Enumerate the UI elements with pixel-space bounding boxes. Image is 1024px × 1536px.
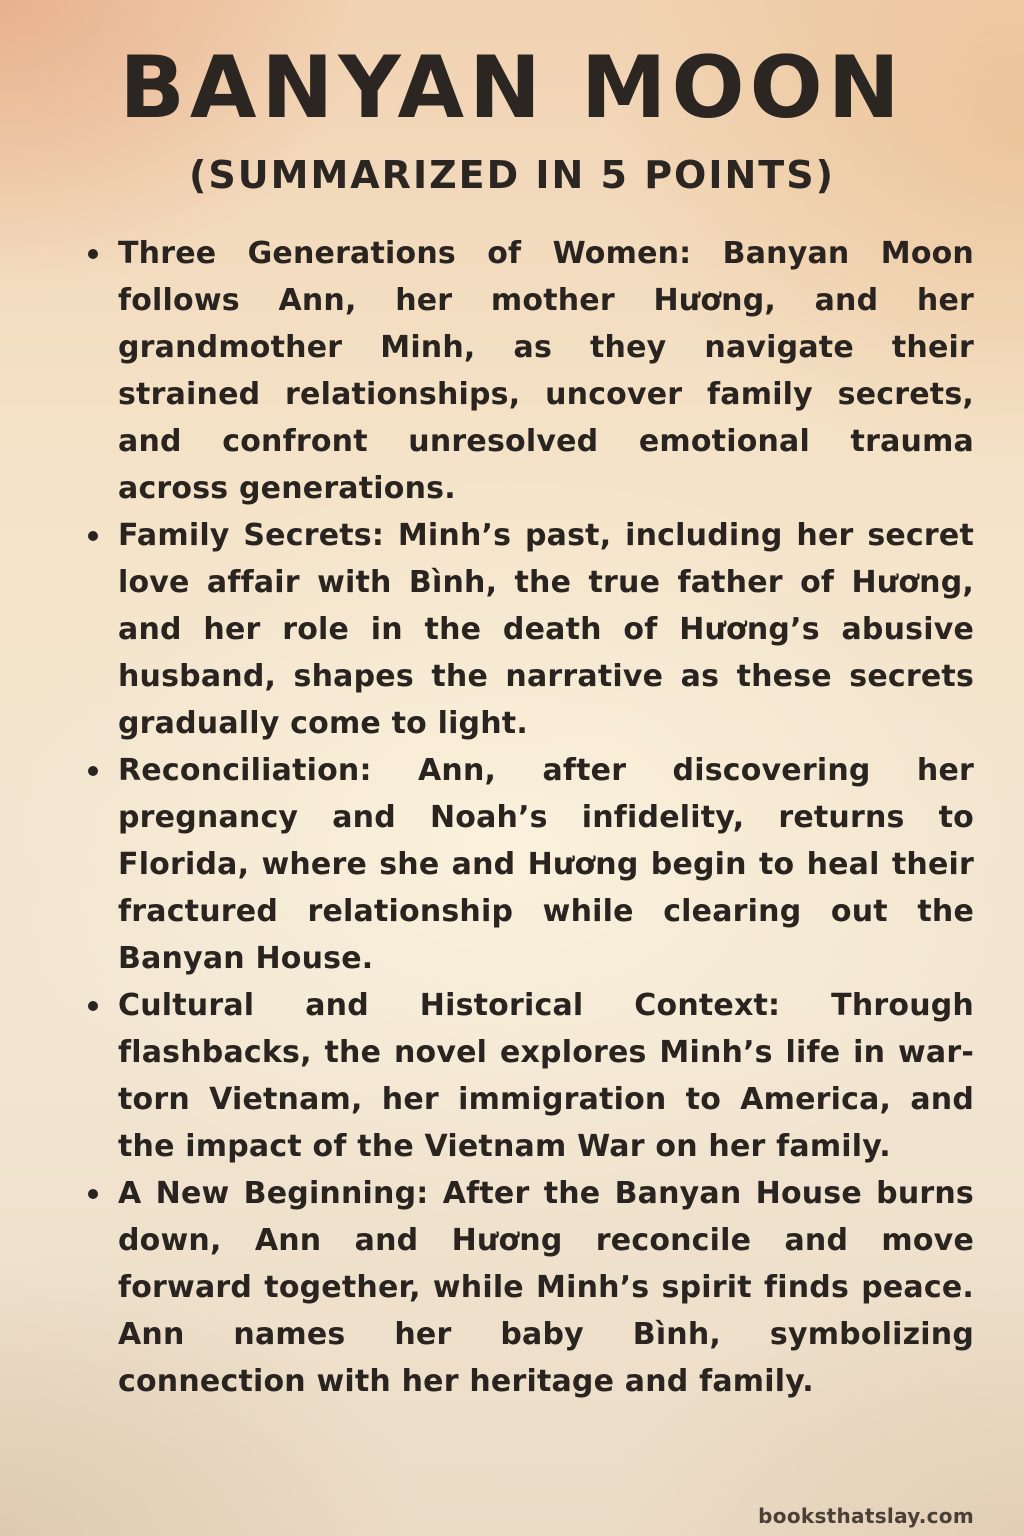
bullet-dot-icon [88, 531, 98, 541]
summary-point-1 [88, 230, 974, 512]
page-subtitle: (SUMMARIZED IN 5 POINTS) [189, 153, 835, 197]
bullet-dot-icon [88, 766, 98, 776]
summary-point-text: Cultural and Historical Context: Through flashbacks, the novel explores Minh’s life in war-torn Vietnam, her immigration to America, and the impact of the Vietnam War on her family. [118, 988, 974, 1164]
bullet-dot-icon [88, 1189, 98, 1199]
summary-point-text: Reconciliation: Ann, after discovering her pregnancy and Noah’s infidelity, returns to Florida, where she and Hương begin to heal their fractured relationship while clearing out the Banyan House. [118, 753, 974, 976]
bullet-dot-icon [88, 1001, 98, 1011]
summary-points-list [88, 230, 974, 1405]
bullet-dot-icon [88, 249, 98, 259]
site-watermark: booksthatslay.com [758, 1504, 974, 1528]
summary-point-5 [88, 1170, 974, 1405]
page-title: BANYAN MOON [119, 38, 905, 138]
summary-point-4 [88, 982, 974, 1170]
summary-point-text: A New Beginning: After the Banyan House burns down, Ann and Hương reconcile and move forward together, while Minh’s spirit finds peace. Ann names her baby Bình, symbolizing connection with her heritage and family. [118, 1176, 974, 1399]
summary-point-text: Family Secrets: Minh’s past, including her secret love affair with Bình, the true father of Hương, and her role in the death of Hương’s abusive husband, shapes the narrative as these secrets gradually come to light. [118, 518, 974, 741]
summary-point-2 [88, 512, 974, 747]
summary-point-text: Three Generations of Women: Banyan Moon follows Ann, her mother Hương, and her grandmother Minh, as they navigate their strained relationships, uncover family secrets, and confront unresolved emotional trauma across generations. [118, 236, 974, 506]
summary-point-3 [88, 747, 974, 982]
